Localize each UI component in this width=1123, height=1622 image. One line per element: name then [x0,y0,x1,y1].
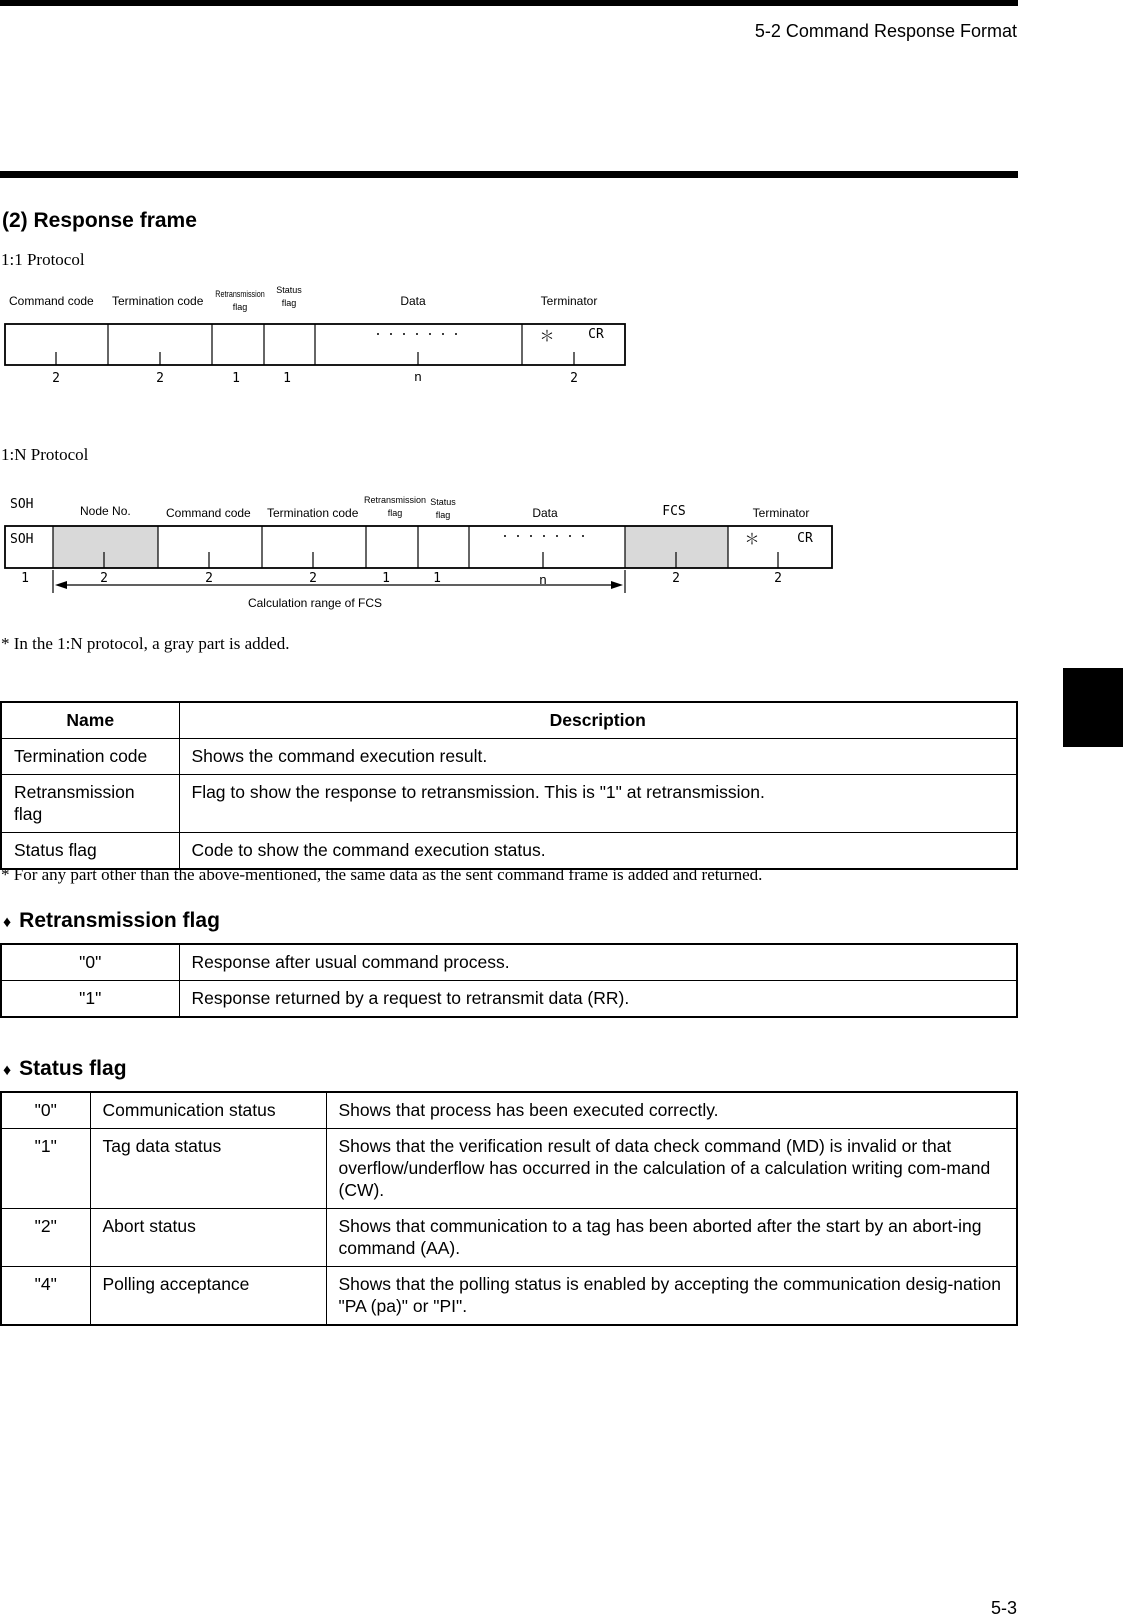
top-rule [0,0,1018,6]
count: 2 [205,571,213,586]
terminator-cr: CR [588,327,604,342]
note-other-parts: * For any part other than the above-mentioned, the same data as the sent command frame is added and returned. [1,865,763,884]
count: 2 [100,571,108,586]
status-desc: Shows that process has been executed correctly. [326,1092,1017,1129]
status-name: Polling acceptance [90,1267,326,1326]
count: 2 [570,371,578,385]
retrans-title: Retransmission flag [19,909,220,932]
terminator-star: ＊ [744,531,760,548]
label-command-code: Command code [166,506,251,520]
data-dots: ・・・・・・・ [499,531,591,543]
status-name: Communication status [90,1092,326,1129]
label-command-code: Command code [9,294,94,308]
frame-diagram-1-n [0,490,840,615]
label-retrans: Retransmission [215,289,265,300]
label-status: Status [430,497,456,507]
status-code: "0" [1,1092,90,1129]
status-name: Tag data status [90,1129,326,1209]
header-rule [0,171,1018,178]
table-header-row [1,702,1017,739]
table-row [1,739,1017,775]
page-number: 5-3 [990,1598,1017,1618]
status-code: "2" [1,1209,90,1267]
label-data: Data [532,506,558,520]
label-terminator: Terminator [540,294,598,308]
chapter-tab [1063,668,1123,747]
label-status-flag: flag [281,298,297,308]
row-desc: Shows the command execution result. [179,739,1017,775]
row-name: Status flag [1,833,179,870]
section-title: (2) Response frame [2,209,197,232]
count: 1 [232,371,240,385]
table-row [1,944,1017,981]
flag-desc: Response after usual command process. [179,944,1017,981]
label-retrans-flag: flag [387,508,403,518]
label-soh: SOH [10,497,34,512]
protocol-1-n-title: 1:N Protocol [1,445,89,464]
row-desc: Flag to show the response to retransmission. This is "1" at retransmission. [179,775,1017,833]
diamond-icon: ♦ [3,1062,12,1079]
table-row [1,775,1017,833]
count: n [414,369,422,384]
header-description: Description [179,702,1017,739]
label-status-flag: flag [435,510,451,520]
table-row [1,1129,1017,1209]
count: 2 [774,571,782,586]
frame-diagram-1-1 [0,280,640,385]
status-title: Status flag [19,1057,127,1080]
table-row [1,1092,1017,1129]
table-row [1,1267,1017,1326]
terminator-star: ＊ [539,328,555,345]
status-name: Abort status [90,1209,326,1267]
label-node-no: Node No. [80,504,131,518]
calc-range-label: Calculation range of FCS [247,596,383,610]
count: 1 [21,571,29,586]
status-table [0,1091,1018,1326]
label-termination-code: Termination code [112,294,204,308]
status-desc: Shows that communication to a tag has been aborted after the start by an abort-ing command (AA). [326,1209,1017,1267]
flag-code: "0" [1,944,179,981]
label-fcs: FCS [662,504,686,519]
retrans-heading [3,909,220,933]
count: 1 [382,571,390,586]
status-code: "1" [1,1129,90,1209]
note-gray-part: * In the 1:N protocol, a gray part is added. [1,634,290,653]
row-name: Retransmission flag [1,775,179,833]
retrans-table [0,943,1018,1018]
label-retrans: Retransmission [363,495,427,505]
row-name: Termination code [1,739,179,775]
table-row [1,833,1017,870]
count: 2 [52,371,60,385]
count: 2 [309,571,317,586]
count: n [539,572,547,587]
status-heading [3,1057,127,1081]
label-terminator: Terminator [752,506,810,520]
count: 1 [283,371,291,385]
label-retrans-flag: flag [232,302,248,312]
count: 1 [433,571,441,586]
description-table [0,701,1018,870]
running-header: 5-2 Command Response Format [754,21,1017,41]
status-desc: Shows that the polling status is enabled by accepting the communication desig-nation "PA (pa)" or "PI". [326,1267,1017,1326]
flag-desc: Response returned by a request to retransmit data (RR). [179,981,1017,1018]
flag-code: "1" [1,981,179,1018]
label-status: Status [276,285,302,295]
count: 2 [156,371,164,385]
status-code: "4" [1,1267,90,1326]
label-termination-code: Termination code [267,506,359,520]
row-desc: Code to show the command execution status. [179,833,1017,870]
diamond-icon: ♦ [3,914,12,931]
header-name: Name [1,702,179,739]
cell-soh: SOH [10,532,34,547]
data-dots: ・・・・・・・ [372,329,464,341]
table-row [1,1209,1017,1267]
terminator-cr: CR [797,531,813,546]
count: 2 [672,571,680,586]
label-data: Data [400,294,426,308]
table-row [1,981,1017,1018]
protocol-1-1-title: 1:1 Protocol [1,250,85,269]
status-desc: Shows that the verification result of data check command (MD) is invalid or that overflow/underflow has occurred in the calculation of a calculation writing com-mand (CW). [326,1129,1017,1209]
